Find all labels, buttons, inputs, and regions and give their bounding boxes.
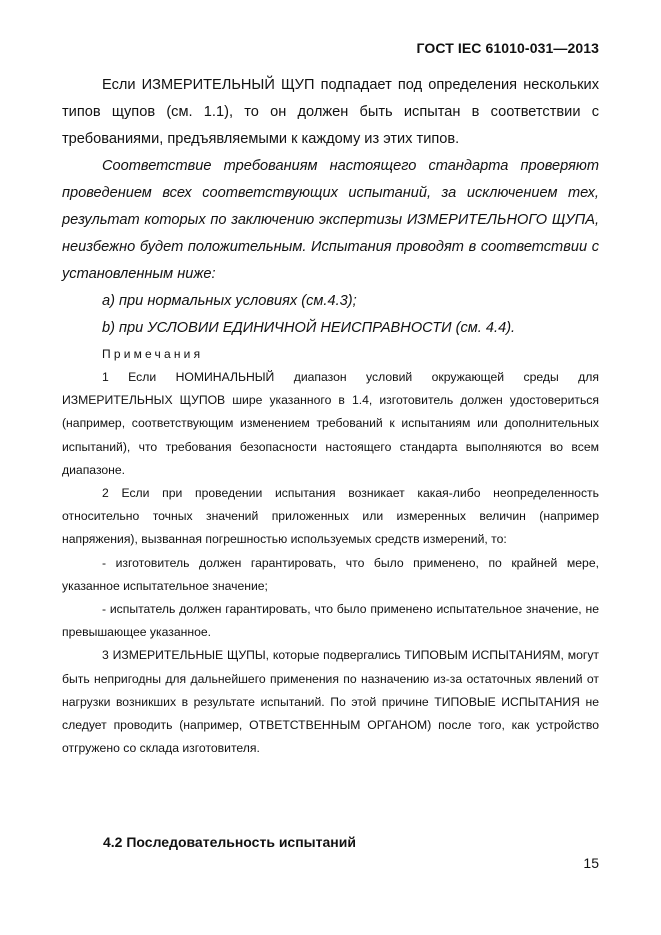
paragraph-probe-types: Если ИЗМЕРИТЕЛЬНЫЙ ЩУП подпадает под определения нескольких типов щупов (см. 1.1), то он должен быть испытан в соответствии с требованиями, предъявляемыми к каждому из этих типов. (62, 77, 599, 147)
section-heading: 4.2 Последовательность испытаний (103, 834, 356, 850)
note-2: 2 Если при проведении испытания возникает какая-либо неопределенность относительно точных значений приложенных или измеренных величин (например напряжения), вызванная погрешностью используемых средств измерений, то: (62, 486, 599, 547)
note-2-item-b: - испытатель должен гарантировать, что было применено испытательное значение, не превышающее указанное. (62, 602, 599, 640)
note-2-item-a: - изготовитель должен гарантировать, что было применено, по крайней мере, указанное испытательное значение; (62, 555, 599, 593)
page-number: 15 (583, 855, 599, 871)
list-item-b: b) при УСЛОВИИ ЕДИНИЧНОЙ НЕИСПРАВНОСТИ (см. 4.4). (102, 320, 516, 336)
note-1: 1 Если НОМИНАЛЬНЫЙ диапазон условий окружающей среды для ИЗМЕРИТЕЛЬНЫХ ЩУПОВ шире указанного в 1.4, изготовитель должен удостовериться (например, соответствующим изменением требований к испытаниям или дополнительных испытаний), что требования безопасности настоящего стандарта выполняются во всем диапазоне. (62, 370, 599, 477)
paragraph-compliance: Соответствие требованиям настоящего стандарта проверяют проведением всех соответствующих испытаний, за исключением тех, результат которых по заключению экспертизы ИЗМЕРИТЕЛЬНОГО ЩУПА, неизбежно будет положительным. Испытания проводят в соответствии с установленным ниже: (62, 158, 599, 282)
notes-heading: Примечания (102, 347, 204, 361)
standard-header: ГОСТ IEC 61010-031—2013 (416, 40, 599, 56)
list-item-a: а) при нормальных условиях (см.4.3); (102, 293, 357, 309)
document-body (62, 72, 599, 760)
note-3: 3 ИЗМЕРИТЕЛЬНЫЕ ЩУПЫ, которые подвергались ТИПОВЫМ ИСПЫТАНИЯМ, могут быть непригодны для дальнейшего применения по назначению из-за остаточных явлений от нагрузки возникших в результате испытаний. По этой причине ТИПОВЫЕ ИСПЫТАНИЯ не следует проводить (например, ОТВЕТСТВЕННЫМ ОРГАНОМ) после того, как устройство отгружено со склада изготовителя. (62, 648, 599, 756)
